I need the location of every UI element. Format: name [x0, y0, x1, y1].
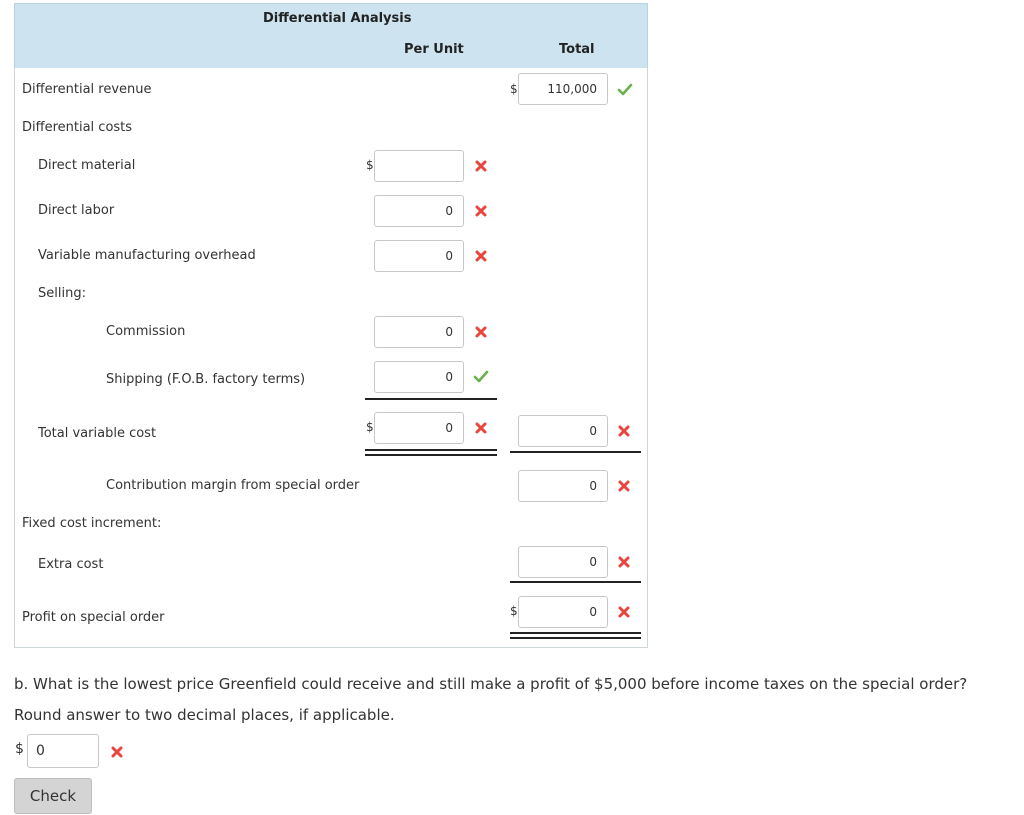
incorrect-x-icon	[474, 249, 488, 263]
question-b-text: b. What is the lowest price Greenfield could receive and still make a profit of $5,000 before income taxes on the special order?	[14, 675, 968, 693]
incorrect-x-icon	[474, 204, 488, 218]
commission-label: Commission	[106, 324, 186, 339]
double-rule-bottom	[365, 454, 497, 456]
commission-unit-input[interactable]: 0	[374, 316, 464, 348]
table-title: Differential Analysis	[263, 11, 412, 26]
incorrect-x-icon	[474, 325, 488, 339]
direct-labor-unit-input[interactable]: 0	[374, 195, 464, 227]
currency-symbol: $	[510, 604, 518, 618]
incorrect-x-icon	[617, 479, 631, 493]
differential-revenue-label: Differential revenue	[22, 82, 152, 97]
double-rule-top	[365, 449, 497, 451]
check-button[interactable]: Check	[14, 778, 92, 814]
profit-special-order-label: Profit on special order	[22, 610, 165, 625]
direct-material-label: Direct material	[38, 158, 136, 173]
lowest-price-input[interactable]: 0	[27, 734, 99, 768]
double-rule-bottom	[510, 637, 641, 639]
total-subtotal-rule	[510, 451, 641, 453]
double-rule-top	[510, 632, 641, 634]
contribution-margin-label: Contribution margin from special order	[106, 478, 360, 493]
currency-symbol: $	[510, 82, 518, 96]
direct-material-unit-input[interactable]	[374, 150, 464, 182]
direct-labor-label: Direct labor	[38, 203, 115, 218]
differential-revenue-total-input[interactable]: 110,000	[518, 73, 608, 105]
total-subtotal-rule	[510, 581, 641, 583]
selling-label: Selling:	[38, 286, 86, 301]
currency-symbol: $	[366, 158, 374, 172]
total-variable-cost-total-input[interactable]: 0	[518, 415, 608, 447]
fixed-cost-increment-label: Fixed cost increment:	[22, 516, 162, 531]
total-column-header: Total	[559, 42, 595, 57]
differential-costs-label: Differential costs	[22, 120, 133, 135]
currency-symbol: $	[15, 741, 24, 757]
incorrect-x-icon	[617, 424, 631, 438]
correct-check-icon	[473, 370, 489, 384]
question-b-rounding-note: Round answer to two decimal places, if applicable.	[14, 706, 395, 724]
currency-symbol: $	[366, 420, 374, 434]
correct-check-icon	[617, 83, 633, 97]
profit-total-input[interactable]: 0	[518, 596, 608, 628]
shipping-unit-input[interactable]: 0	[374, 361, 464, 393]
extra-cost-total-input[interactable]: 0	[518, 546, 608, 578]
total-variable-cost-unit-input[interactable]: 0	[374, 412, 464, 444]
incorrect-x-icon	[474, 159, 488, 173]
incorrect-x-icon	[617, 605, 631, 619]
variable-overhead-unit-input[interactable]: 0	[374, 240, 464, 272]
variable-overhead-label: Variable manufacturing overhead	[38, 248, 256, 263]
incorrect-x-icon	[474, 421, 488, 435]
extra-cost-label: Extra cost	[38, 557, 104, 572]
incorrect-x-icon	[110, 745, 124, 759]
incorrect-x-icon	[617, 555, 631, 569]
total-variable-cost-label: Total variable cost	[38, 426, 157, 441]
per-unit-column-header: Per Unit	[404, 42, 464, 57]
subtotal-rule	[365, 398, 497, 400]
shipping-label: Shipping (F.O.B. factory terms)	[106, 372, 306, 387]
contribution-margin-total-input[interactable]: 0	[518, 470, 608, 502]
